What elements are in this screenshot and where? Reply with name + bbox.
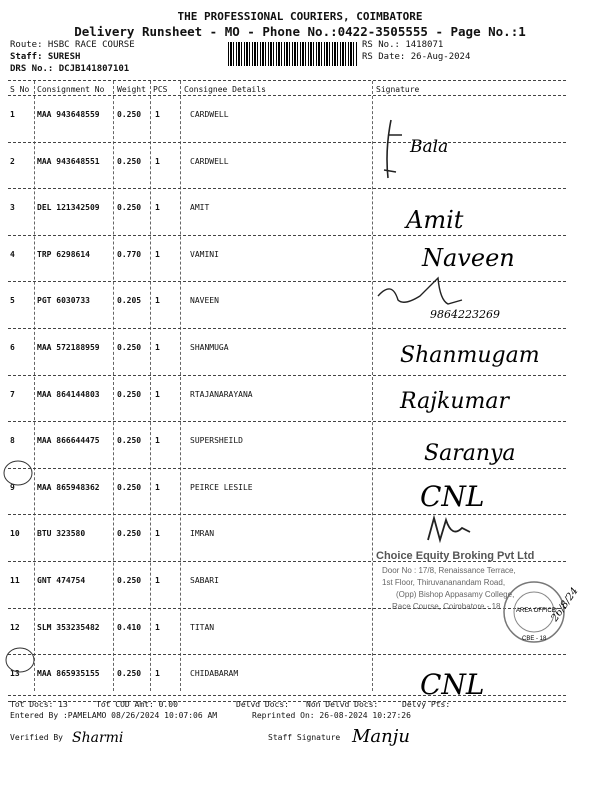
seal-bottom-text: CBE - 18 bbox=[522, 636, 547, 642]
total-cod: Tot COD Amt: 0.00 bbox=[96, 700, 178, 709]
row-weight: 0.250 bbox=[117, 203, 142, 213]
col-weight: Weight bbox=[117, 85, 146, 94]
col-consignment: Consignment No bbox=[37, 85, 105, 94]
row-weight: 0.410 bbox=[117, 622, 142, 632]
seal-top-text: AREA OFFICE bbox=[516, 608, 556, 614]
row-sno: 13 bbox=[10, 669, 20, 679]
row-weight: 0.250 bbox=[117, 669, 142, 679]
row-consignee: AMIT bbox=[190, 203, 210, 213]
sig-row-5-phone: 9864223269 bbox=[430, 308, 500, 321]
row-consignment: MAA 865935155 bbox=[37, 669, 100, 679]
stamp-company: Choice Equity Broking Pvt Ltd bbox=[376, 550, 535, 562]
row-sno: 12 bbox=[10, 622, 20, 632]
delivery-points: Delvy Pts: bbox=[402, 700, 451, 709]
row-pcs: 1 bbox=[155, 203, 160, 213]
staff-handwritten-signature: Manju bbox=[352, 726, 410, 747]
sig-row-10-scribble bbox=[428, 518, 470, 540]
sig-row-8: Saranya bbox=[424, 441, 516, 466]
row-pcs: 1 bbox=[155, 249, 160, 259]
entered-by: Entered By :PAMELAMO 08/26/2024 10:07:06 AM bbox=[10, 711, 218, 720]
verified-by-label: Verified By bbox=[10, 733, 63, 742]
row-consignment: DEL 121342509 bbox=[37, 203, 100, 213]
drs-number: DRS No.: DCJB141807101 bbox=[10, 64, 130, 74]
sig-row-7: Rajkumar bbox=[400, 389, 510, 414]
circle-mark bbox=[6, 648, 34, 672]
sig-row-4: Naveen bbox=[422, 244, 515, 272]
footer-rule bbox=[8, 695, 566, 696]
row-pcs: 1 bbox=[155, 669, 160, 679]
row-pcs: 1 bbox=[155, 343, 160, 352]
row-consignment: PGT 6030733 bbox=[37, 296, 90, 306]
row-consignee: SUPERSHEILD bbox=[190, 436, 243, 446]
row-sno: 1 bbox=[10, 110, 15, 119]
sig-row-6: Shanmugam bbox=[400, 343, 540, 368]
row-consignee: CHIDABARAM bbox=[190, 669, 239, 679]
row-consignment: MAA 943648559 bbox=[37, 110, 100, 119]
row-sno: 11 bbox=[10, 576, 20, 585]
route-label: Route: HSBC RACE COURSE bbox=[10, 40, 135, 50]
sig-row-1: Bala bbox=[410, 137, 449, 157]
row-weight: 0.250 bbox=[117, 436, 142, 446]
row-sno: 7 bbox=[10, 389, 15, 399]
row-consignment: MAA 864144803 bbox=[37, 389, 100, 399]
row-consignment: TRP 6298614 bbox=[37, 249, 90, 259]
col-consignee: Consignee Details bbox=[184, 85, 266, 94]
verifier-signature: Sharmi bbox=[72, 730, 124, 746]
stamp-address-1: Door No : 17/8, Renaissance Terrace, bbox=[382, 566, 516, 575]
bracket-mark bbox=[384, 120, 402, 178]
row-sno: 2 bbox=[10, 156, 15, 166]
stamp-date: 26/8/24 bbox=[549, 585, 581, 624]
row-sno: 8 bbox=[10, 436, 15, 446]
delivered-docs: Delvd Docs: bbox=[236, 700, 289, 709]
row-pcs: 1 bbox=[155, 156, 160, 166]
row-pcs: 1 bbox=[155, 296, 160, 306]
row-pcs: 1 bbox=[155, 436, 160, 446]
sig-row-5-scribble bbox=[378, 278, 462, 304]
row-consignee: CARDWELL bbox=[190, 110, 229, 119]
row-consignment: GNT 474754 bbox=[37, 576, 86, 585]
row-weight: 0.250 bbox=[117, 576, 142, 585]
row-pcs: 1 bbox=[155, 482, 160, 492]
row-consignment: MAA 943648551 bbox=[37, 156, 100, 166]
row-consignee: TITAN bbox=[190, 622, 215, 632]
row-consignee: PEIRCE LESILE bbox=[190, 482, 253, 492]
reprinted-on: Reprinted On: 26-08-2024 10:27:26 bbox=[252, 711, 411, 720]
row-weight: 0.250 bbox=[117, 343, 142, 352]
row-consignee: IMRAN bbox=[190, 529, 215, 539]
stamp-address-3: (Opp) Bishop Appasamy College, bbox=[396, 590, 515, 599]
row-weight: 0.250 bbox=[117, 110, 142, 119]
row-consignment: SLM 353235482 bbox=[37, 622, 100, 632]
staff-label: Staff: SURESH bbox=[10, 52, 81, 62]
row-sno: 3 bbox=[10, 203, 15, 213]
row-pcs: 1 bbox=[155, 389, 160, 399]
row-weight: 0.770 bbox=[117, 249, 142, 259]
row-pcs: 1 bbox=[155, 576, 160, 585]
total-docs: Tot Docs: 13 bbox=[10, 700, 68, 709]
sig-row-13: CNL bbox=[420, 668, 485, 701]
row-pcs: 1 bbox=[155, 529, 160, 539]
row-consignee: NAVEEN bbox=[190, 296, 219, 306]
row-pcs: 1 bbox=[155, 110, 160, 119]
circle-mark bbox=[4, 461, 32, 485]
sig-row-9: CNL bbox=[420, 480, 485, 513]
col-sno: S No bbox=[10, 85, 30, 94]
row-consignment: MAA 572188959 bbox=[37, 343, 100, 352]
row-consignment: BTU 323580 bbox=[37, 529, 86, 539]
row-consignee: RTAJANARAYANA bbox=[190, 389, 253, 399]
row-sno: 9 bbox=[10, 482, 15, 492]
company-name: THE PROFESSIONAL COURIERS, COIMBATORE bbox=[177, 10, 423, 23]
stamp-address-2: 1st Floor, Thiruvananandam Road, bbox=[382, 578, 506, 587]
row-weight: 0.205 bbox=[117, 296, 142, 306]
row-consignee: SHANMUGA bbox=[190, 343, 229, 352]
col-signature: Signature bbox=[376, 85, 420, 94]
row-consignee: SABARI bbox=[190, 576, 219, 585]
row-sno: 6 bbox=[10, 343, 15, 352]
row-weight: 0.250 bbox=[117, 482, 142, 492]
row-weight: 0.250 bbox=[117, 156, 142, 166]
row-pcs: 1 bbox=[155, 622, 160, 632]
staff-signature-label: Staff Signature bbox=[268, 733, 341, 742]
row-weight: 0.250 bbox=[117, 529, 142, 539]
page-title: Delivery Runsheet - MO - Phone No.:0422-3505555 - Page No.:1 bbox=[74, 24, 526, 39]
row-sno: 4 bbox=[10, 249, 15, 259]
sig-row-3: Amit bbox=[406, 206, 464, 234]
rs-number: RS No.: 1418071 bbox=[362, 40, 444, 50]
rs-date: RS Date: 26-Aug-2024 bbox=[362, 52, 471, 62]
row-sno: 5 bbox=[10, 296, 15, 306]
row-consignment: MAA 866644475 bbox=[37, 436, 100, 446]
row-consignment: MAA 865948362 bbox=[37, 482, 100, 492]
row-consignee: VAMINI bbox=[190, 249, 219, 259]
row-sno: 10 bbox=[10, 529, 20, 539]
col-pcs: PCS bbox=[153, 85, 168, 94]
row-consignee: CARDWELL bbox=[190, 156, 229, 166]
non-delivered-docs: Non Delvd Docs: bbox=[306, 700, 379, 709]
row-weight: 0.250 bbox=[117, 389, 142, 399]
stamp-address-4: Race Course, Coimbatore - 18 bbox=[392, 602, 501, 611]
